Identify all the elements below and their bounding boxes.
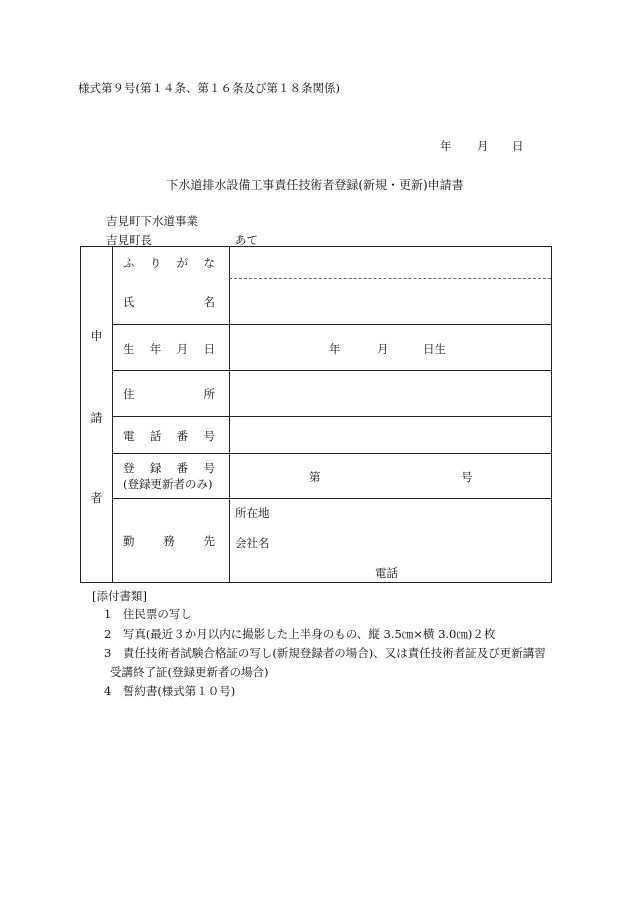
birthdate-label: 生 年 月 日 [123, 342, 215, 356]
phone-label: 電 話 番 号 [123, 429, 215, 443]
birth-year-unit: 年 [329, 342, 341, 356]
registration-number-note: (登録更新者のみ) [123, 477, 213, 491]
attachment-item-continuation: 受講終了証(登録更新者の場合) [110, 665, 269, 679]
applicant-column-divider [112, 247, 113, 582]
workplace-label: 勤 務 先 [123, 534, 215, 548]
row-divider [112, 416, 551, 417]
row-divider [112, 370, 551, 371]
address-label: 住 所 [123, 387, 215, 401]
attachment-item: 1 住民票の写し [104, 607, 192, 621]
birth-day-unit: 日生 [423, 342, 446, 356]
registration-suffix: 号 [461, 470, 473, 484]
application-form-table [80, 246, 552, 583]
furigana-dashed-divider [229, 278, 551, 279]
row-divider [112, 453, 551, 454]
attachment-item: 2 写真(最近３か月以内に撮影した上半身のもの、縦 3.5㎝×横 3.0㎝)２枚 [104, 627, 496, 641]
name-label: 氏 名 [123, 295, 215, 309]
registration-prefix: 第 [309, 470, 321, 484]
birth-month-unit: 月 [377, 342, 389, 356]
registration-number-label: 登 録 番 号 [123, 461, 215, 475]
attachment-item: 4 誓約書(様式第１０号) [104, 684, 236, 698]
addressee-suffix: あて [235, 233, 258, 247]
row-divider [112, 498, 551, 499]
label-column-divider [229, 247, 230, 582]
attachment-item: 3 責任技術者試験合格証の写し(新規登録者の場合)、又は責任技術者証及び更新講習 [104, 646, 546, 660]
attachments-heading: [添付書類] [92, 589, 147, 603]
work-company-label: 会社名 [235, 536, 270, 550]
applicant-char: 請 [90, 411, 103, 425]
date-day-label: 日 [512, 139, 524, 153]
row-divider [112, 324, 551, 325]
date-year-label: 年 [440, 139, 452, 153]
form-number-label: 様式第９号(第１４条、第１６条及び第１８条関係) [78, 81, 340, 95]
applicant-char: 申 [90, 329, 103, 343]
document-title: 下水道排水設備工事責任技術者登録(新規・更新)申請書 [166, 178, 464, 192]
addressee-line-2: 吉見町長 [106, 233, 152, 247]
applicant-char: 者 [90, 491, 103, 505]
work-location-label: 所在地 [235, 506, 270, 520]
date-month-label: 月 [477, 139, 489, 153]
addressee-line-1: 吉見町下水道事業 [106, 214, 198, 228]
work-phone-label: 電話 [375, 566, 398, 580]
furigana-label: ふ り が な [123, 256, 215, 270]
